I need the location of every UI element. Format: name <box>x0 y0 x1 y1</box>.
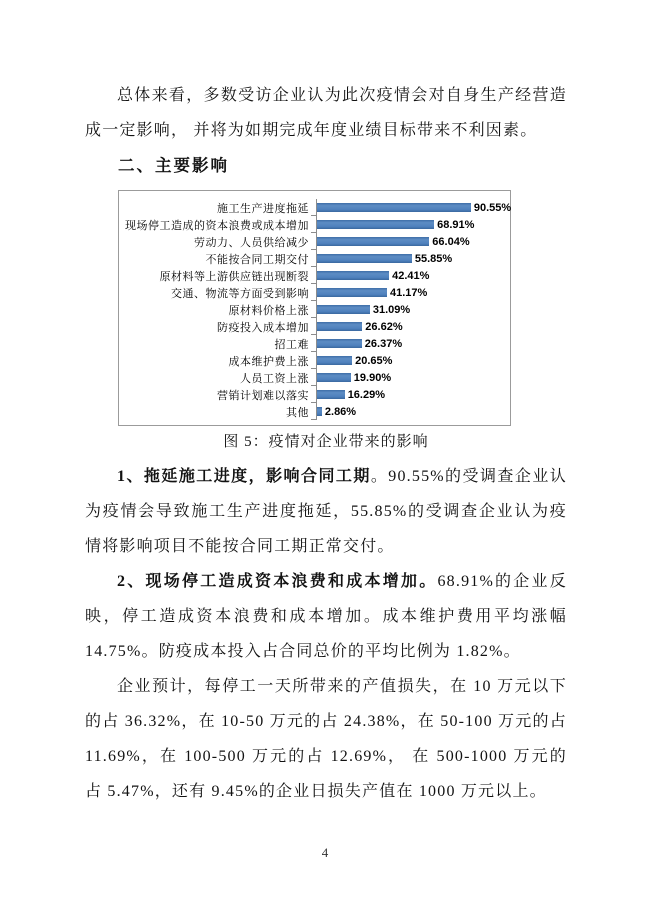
chart-value-label: 16.29% <box>347 388 385 401</box>
chart-bar <box>317 288 387 297</box>
chart-plot-area <box>316 318 510 335</box>
axis-tick-marks <box>311 199 316 421</box>
chart-category-label: 人员工资上涨 <box>240 372 309 385</box>
paragraph-2-lead: 2、现场停工造成资本浪费和成本增加。 <box>117 573 438 590</box>
chart-plot-area <box>316 403 510 420</box>
chart-plot-area <box>316 267 510 284</box>
chart-bar <box>317 322 362 331</box>
chart-bar <box>317 237 429 246</box>
bar-chart <box>118 190 511 426</box>
chart-plot-area <box>316 301 510 318</box>
chart-bar <box>317 203 471 212</box>
chart-bar <box>317 271 389 280</box>
chart-category-label: 施工生产进度拖延 <box>217 202 309 215</box>
chart-value-label: 26.37% <box>364 337 403 350</box>
chart-category-label: 原材料等上游供应链出现断裂 <box>159 270 309 283</box>
paragraph-2 <box>85 564 567 669</box>
chart-value-label: 20.65% <box>355 354 393 367</box>
chart-bar <box>317 339 362 348</box>
intro-text: 总体来看，多数受访企业认为此次疫情会对自身生产经营造成一定影响， 并将为如期完成年度业绩目标带来不利因素。 <box>85 87 567 139</box>
chart-value-label: 41.17% <box>390 286 428 299</box>
chart-value-label: 90.55% <box>473 201 512 214</box>
intro-paragraph <box>85 78 567 148</box>
chart-value-label: 66.04% <box>432 235 470 248</box>
chart-plot-area <box>316 199 511 216</box>
chart-value-label: 19.90% <box>353 371 392 384</box>
chart-bar <box>317 254 412 263</box>
chart-category-label: 其他 <box>286 406 309 419</box>
chart-category-label: 劳动力、人员供给减少 <box>194 236 309 249</box>
chart-plot-area <box>316 386 510 403</box>
chart-plot-area <box>316 216 510 233</box>
chart-category-label: 不能按合同工期交付 <box>205 253 309 266</box>
chart-category-label: 原材料价格上涨 <box>228 304 309 317</box>
chart-value-label: 42.41% <box>392 269 430 282</box>
chart-value-label: 2.86% <box>324 405 357 418</box>
chart-plot-area <box>316 233 510 250</box>
chart-bar <box>317 220 434 229</box>
paragraph-3-body: 企业预计，每停工一天所带来的产值损失，在 10 万元以下的占 36.32%，在 10-50 万元的占 24.38%，在 50-100 万元的占 11.69%，在 100-500 万元的占 12.69%， 在 500-1000 万元的占 5.47%，还有 9.45%的企业日损失产值在 1000 万元以上。 <box>85 678 567 800</box>
chart-bar <box>317 390 345 399</box>
chart-category-label: 防疫投入成本增加 <box>217 321 309 334</box>
chart-plot-area <box>316 335 510 352</box>
chart-value-label: 31.09% <box>372 303 411 316</box>
chart-value-label: 26.62% <box>365 320 403 333</box>
chart-value-label: 55.85% <box>414 252 453 265</box>
chart-plot-area <box>316 284 510 301</box>
chart-bar <box>317 407 322 416</box>
paragraph-1-lead: 1、拖延施工进度，影响合同工期 <box>117 468 371 485</box>
paragraph-1-body: 。90.55%的受调查企业认为疫情会导致施工生产进度拖延，55.85%的受调查企业认为疫情将影响项目不能按合同工期正常交付。 <box>85 468 567 555</box>
chart-bar <box>317 373 351 382</box>
paragraph-2-body: 68.91%的企业反映，停工造成资本浪费和成本增加。成本维护费用平均涨幅 14.75%。防疫成本投入占合同总价的平均比例为 1.82%。 <box>85 573 567 660</box>
chart-category-label: 营销计划难以落实 <box>217 389 309 402</box>
paragraph-1 <box>85 459 567 564</box>
chart-category-label: 成本维护费上涨 <box>228 355 309 368</box>
chart-bar <box>317 356 352 365</box>
figure-caption: 图 5：疫情对企业带来的影响 <box>223 434 429 450</box>
chart-category-label: 招工难 <box>274 338 309 351</box>
chart-category-label: 交通、物流等方面受到影响 <box>171 287 309 300</box>
chart-category-label: 现场停工造成的资本浪费或成本增加 <box>125 219 309 232</box>
body-paragraphs <box>85 459 567 809</box>
chart-plot-area <box>316 250 510 267</box>
paragraph-3 <box>85 669 567 809</box>
chart-plot-area <box>316 352 510 369</box>
chart-bar <box>317 305 370 314</box>
page-content <box>85 78 567 809</box>
page-number: 4 <box>321 845 329 860</box>
chart-value-label: 68.91% <box>437 218 475 231</box>
section-heading: 二、主要影响 <box>118 156 229 175</box>
chart-plot-area <box>316 369 510 386</box>
